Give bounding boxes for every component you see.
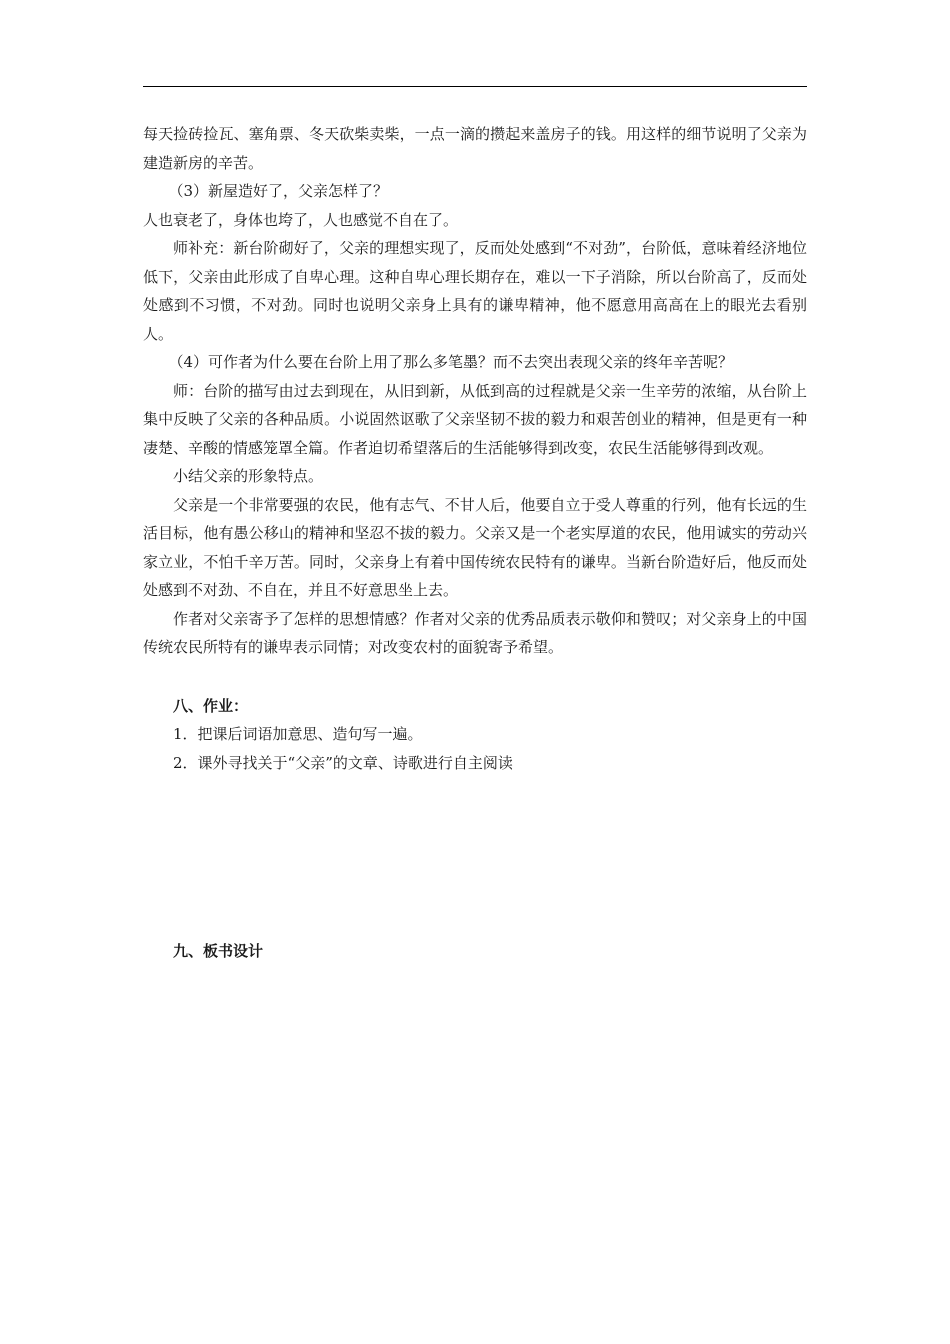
summary-heading: 小结父亲的形象特点。 — [173, 467, 324, 485]
homework-item-1: 1．把课后词语加意思、造句写一遍。 — [173, 725, 423, 743]
question-4: （4）可作者为什么要在台阶上用了那么多笔墨？而不去突出表现父亲的终年辛苦呢？ — [168, 353, 734, 371]
teacher-answer-4: 师：台阶的描写由过去到现在，从旧到新，从低到高的过程就是父亲一生辛劳的浓缩，从台阶上集中反映了父亲的各种品质。小说固然讴歌了父亲坚韧不拔的毅力和艰苦创业的精神，但是更有一种凄楚、辛酸的情感笼罩全篇。作者迫切希望落后的生活能够得到改变，农民生活能够得到改观。 — [143, 381, 807, 457]
paragraph-1: 每天捡砖捡瓦、塞角票、冬天砍柴卖柴，一点一滴的攒起来盖房子的钱。用这样的细节说明了父亲为建造新房的辛苦。 — [143, 125, 807, 172]
document-body — [143, 120, 807, 966]
father-character: 父亲是一个非常要强的农民，他有志气、不甘人后，他要自立于受人尊重的行列，他有长远的生活目标，他有愚公移山的精神和坚忍不拔的毅力。父亲又是一个老实厚道的农民，他用诚实的劳动兴家立业，不怕千辛万苦。同时，父亲身上有着中国传统农民特有的谦卑。当新台阶造好后，他反而处处感到不对劲、不自在，并且不好意思坐上去。 — [143, 495, 807, 599]
header-rule — [143, 86, 807, 87]
question-3: （3）新屋造好了，父亲怎样了？ — [168, 182, 389, 200]
homework-item-2: 2．课外寻找关于“父亲”的文章、诗歌进行自主阅读 — [173, 753, 513, 772]
teacher-supplement: 师补充：新台阶砌好了，父亲的理想实现了，反而处处感到“不对劲”，台阶低，意味着经济地位低下，父亲由此形成了自卑心理。这种自卑心理长期存在，难以一下子消除，所以台阶高了，反而处处感到不习惯，不对劲。同时也说明父亲身上具有的谦卑精神，他不愿意用高高在上的眼光去看别人。 — [143, 239, 807, 343]
homework-heading: 八、作业： — [173, 696, 249, 715]
board-design-heading: 九、板书设计 — [173, 942, 264, 960]
author-feelings: 作者对父亲寄予了怎样的思想情感？作者对父亲的优秀品质表示敬仰和赞叹；对父亲身上的中国传统农民所特有的谦卑表示同情；对改变农村的面貌寄予希望。 — [143, 609, 807, 656]
answer-3: 人也衰老了，身体也垮了，人也感觉不自在了。 — [143, 210, 459, 229]
